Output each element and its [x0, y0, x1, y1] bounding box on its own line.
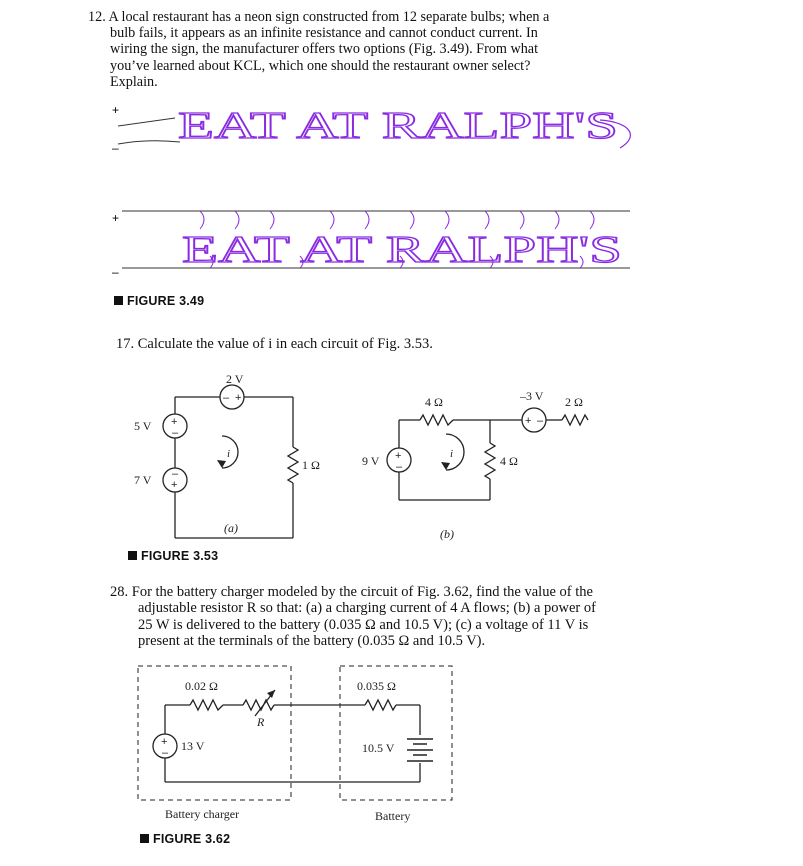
- label-current: i: [450, 448, 454, 460]
- label-a: (a): [224, 521, 238, 535]
- problem-line: present at the terminals of the battery (0.035 Ω and 10.5 V).: [138, 632, 486, 649]
- label-v-left-bottom: 7 V: [134, 473, 152, 487]
- figure-caption: FIGURE 3.49: [114, 294, 204, 308]
- svg-text:+: +: [161, 736, 168, 748]
- label-current: i: [227, 448, 231, 460]
- svg-text:+: +: [171, 479, 178, 491]
- problem-line: wiring the sign, the manufacturer offers two options (Fig. 3.49). From what: [110, 41, 539, 58]
- svg-text:+: +: [525, 415, 532, 427]
- problem-line: adjustable resistor R so that: (a) a charging current of 4 A flows; (b) a power of: [138, 600, 596, 617]
- problem-12: [88, 9, 549, 90]
- label-b: (b): [440, 527, 454, 541]
- svg-text:–: –: [162, 747, 169, 759]
- svg-text:+: +: [171, 416, 178, 428]
- label-charger: Battery charger: [165, 807, 240, 821]
- problem-line: Explain.: [110, 73, 158, 90]
- svg-text:–: –: [172, 468, 179, 480]
- svg-text:–: –: [537, 415, 544, 427]
- problem-17: 17. Calculate the value of i in each circuit of Fig. 3.53.: [116, 336, 433, 352]
- label-r-charger: 0.02 Ω: [185, 679, 218, 693]
- label-battery: Battery: [375, 809, 411, 823]
- sign-parallel: EAT AT RALPH'S: [182, 229, 622, 271]
- problem-28: [110, 584, 596, 649]
- caption-square-icon: [128, 551, 137, 560]
- label-r-adjust: R: [257, 715, 265, 729]
- figure-3-62: [135, 660, 455, 830]
- svg-text:+: +: [395, 450, 402, 462]
- label-v-left: 9 V: [362, 454, 380, 468]
- problem-line: 25 W is delivered to the battery (0.035 Ω and 10.5 V); (c) a voltage of 11 V is: [138, 616, 589, 633]
- figure-3-49: [100, 96, 660, 301]
- label-v-top: 2 V: [226, 372, 244, 386]
- sign-series: EAT AT RALPH'S: [178, 105, 618, 147]
- figure-caption: FIGURE 3.53: [128, 549, 218, 563]
- label-v-battery: 10.5 V: [362, 741, 395, 755]
- problem-line: 28. For the battery charger modeled by the circuit of Fig. 3.62, find the value of the: [110, 584, 593, 600]
- problem-line: bulb fails, it appears as an infinite resistance and cannot conduct current. In: [110, 25, 538, 42]
- label-r-right: 2 Ω: [565, 395, 583, 409]
- label-r-battery: 0.035 Ω: [357, 679, 396, 693]
- minus-terminal: –: [112, 265, 119, 279]
- svg-text:–: –: [172, 427, 179, 439]
- label-v-source: –3 V: [520, 389, 544, 403]
- figure-caption: FIGURE 3.62: [140, 832, 230, 846]
- label-r-vertical: 4 Ω: [500, 454, 518, 468]
- label-resistor: 1 Ω: [302, 458, 320, 472]
- plus-terminal: +: [112, 211, 120, 225]
- problem-line: A local restaurant has a neon sign constructed from 12 separate bulbs; when a: [108, 9, 550, 25]
- svg-text:–: –: [223, 392, 230, 404]
- label-v-charger: 13 V: [181, 739, 205, 753]
- figure-3-53: [110, 360, 590, 550]
- problem-number: 12.: [88, 9, 106, 25]
- svg-text:+: +: [235, 392, 242, 404]
- label-v-left-top: 5 V: [134, 419, 152, 433]
- caption-square-icon: [140, 834, 149, 843]
- circuit-b: [387, 408, 588, 500]
- svg-text:–: –: [396, 461, 403, 473]
- caption-square-icon: [114, 296, 123, 305]
- label-r-top: 4 Ω: [425, 395, 443, 409]
- problem-line: you’ve learned about KCL, which one should the restaurant owner select?: [110, 57, 531, 74]
- circuit-a: [163, 385, 298, 538]
- plus-terminal: +: [112, 103, 120, 117]
- minus-terminal: –: [112, 141, 119, 155]
